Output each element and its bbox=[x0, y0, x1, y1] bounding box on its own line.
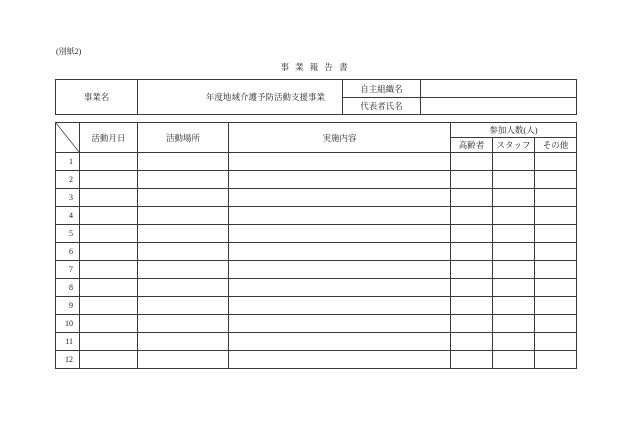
place-cell bbox=[138, 315, 229, 333]
column-header-date: 活動月日 bbox=[80, 123, 138, 153]
row-number: 8 bbox=[56, 279, 80, 297]
place-cell bbox=[138, 171, 229, 189]
content-cell bbox=[229, 315, 451, 333]
column-header-participants: 参加人数(人) bbox=[451, 123, 577, 138]
row-number: 6 bbox=[56, 243, 80, 261]
other-count-cell bbox=[535, 189, 577, 207]
row-number: 11 bbox=[56, 333, 80, 351]
project-info-row bbox=[56, 80, 577, 98]
date-cell bbox=[80, 225, 138, 243]
place-cell bbox=[138, 333, 229, 351]
table-body bbox=[56, 153, 577, 369]
other-count-cell bbox=[535, 225, 577, 243]
elderly-count-cell bbox=[451, 207, 493, 225]
elderly-count-cell bbox=[451, 315, 493, 333]
document-title: 事 業 報 告 書 bbox=[280, 62, 350, 72]
table-row bbox=[56, 225, 577, 243]
date-cell bbox=[80, 189, 138, 207]
date-cell bbox=[80, 261, 138, 279]
date-cell bbox=[80, 297, 138, 315]
staff-count-cell bbox=[493, 333, 535, 351]
staff-count-cell bbox=[493, 171, 535, 189]
table-row bbox=[56, 279, 577, 297]
place-cell bbox=[138, 153, 229, 171]
staff-count-cell bbox=[493, 279, 535, 297]
table-header-row bbox=[56, 123, 577, 138]
place-cell bbox=[138, 279, 229, 297]
table-row bbox=[56, 315, 577, 333]
content-cell bbox=[229, 171, 451, 189]
org-name-field bbox=[421, 80, 577, 98]
staff-count-cell bbox=[493, 243, 535, 261]
row-number: 7 bbox=[56, 261, 80, 279]
elderly-count-cell bbox=[451, 171, 493, 189]
project-name-label: 事業名 bbox=[56, 80, 138, 115]
elderly-count-cell bbox=[451, 279, 493, 297]
activity-report-table bbox=[55, 122, 577, 369]
representative-field bbox=[421, 98, 577, 115]
place-cell bbox=[138, 297, 229, 315]
other-count-cell bbox=[535, 315, 577, 333]
row-number: 4 bbox=[56, 207, 80, 225]
place-cell bbox=[138, 351, 229, 369]
content-cell bbox=[229, 189, 451, 207]
other-count-cell bbox=[535, 171, 577, 189]
other-count-cell bbox=[535, 243, 577, 261]
column-header-elderly: 高齢者 bbox=[451, 138, 493, 153]
other-count-cell bbox=[535, 207, 577, 225]
table-row bbox=[56, 243, 577, 261]
table-row bbox=[56, 261, 577, 279]
content-cell bbox=[229, 351, 451, 369]
row-number: 3 bbox=[56, 189, 80, 207]
other-count-cell bbox=[535, 153, 577, 171]
content-cell bbox=[229, 225, 451, 243]
staff-count-cell bbox=[493, 297, 535, 315]
table-row bbox=[56, 297, 577, 315]
content-cell bbox=[229, 261, 451, 279]
content-cell bbox=[229, 243, 451, 261]
place-cell bbox=[138, 207, 229, 225]
staff-count-cell bbox=[493, 225, 535, 243]
elderly-count-cell bbox=[451, 243, 493, 261]
row-number: 12 bbox=[56, 351, 80, 369]
elderly-count-cell bbox=[451, 225, 493, 243]
diagonal-line bbox=[56, 123, 79, 152]
date-cell bbox=[80, 315, 138, 333]
staff-count-cell bbox=[493, 189, 535, 207]
other-count-cell bbox=[535, 351, 577, 369]
other-count-cell bbox=[535, 297, 577, 315]
elderly-count-cell bbox=[451, 261, 493, 279]
date-cell bbox=[80, 243, 138, 261]
row-number: 5 bbox=[56, 225, 80, 243]
place-cell bbox=[138, 225, 229, 243]
table-row bbox=[56, 189, 577, 207]
column-header-content: 実施内容 bbox=[229, 123, 451, 153]
staff-count-cell bbox=[493, 351, 535, 369]
attachment-label: (別紙2) bbox=[56, 47, 82, 56]
date-cell bbox=[80, 351, 138, 369]
row-number: 9 bbox=[56, 297, 80, 315]
table-row bbox=[56, 351, 577, 369]
date-cell bbox=[80, 153, 138, 171]
content-cell bbox=[229, 333, 451, 351]
content-cell bbox=[229, 207, 451, 225]
column-header-staff: スタッフ bbox=[493, 138, 535, 153]
date-cell bbox=[80, 279, 138, 297]
column-header-place: 活動場所 bbox=[138, 123, 229, 153]
other-count-cell bbox=[535, 333, 577, 351]
representative-label: 代表者氏名 bbox=[343, 98, 421, 115]
content-cell bbox=[229, 279, 451, 297]
elderly-count-cell bbox=[451, 153, 493, 171]
other-count-cell bbox=[535, 261, 577, 279]
elderly-count-cell bbox=[451, 189, 493, 207]
elderly-count-cell bbox=[451, 351, 493, 369]
date-cell bbox=[80, 333, 138, 351]
org-name-label: 自主組織名 bbox=[343, 80, 421, 98]
table-row bbox=[56, 153, 577, 171]
row-number: 10 bbox=[56, 315, 80, 333]
project-name-value: 年度地域介護予防活動支援事業 bbox=[138, 80, 343, 115]
row-number: 1 bbox=[56, 153, 80, 171]
elderly-count-cell bbox=[451, 297, 493, 315]
table-row bbox=[56, 171, 577, 189]
row-number: 2 bbox=[56, 171, 80, 189]
table-row bbox=[56, 333, 577, 351]
staff-count-cell bbox=[493, 153, 535, 171]
date-cell bbox=[80, 171, 138, 189]
place-cell bbox=[138, 189, 229, 207]
staff-count-cell bbox=[493, 261, 535, 279]
project-info-table bbox=[55, 79, 577, 115]
staff-count-cell bbox=[493, 315, 535, 333]
date-cell bbox=[80, 207, 138, 225]
table-row bbox=[56, 207, 577, 225]
content-cell bbox=[229, 153, 451, 171]
column-header-other: その他 bbox=[535, 138, 577, 153]
elderly-count-cell bbox=[451, 333, 493, 351]
staff-count-cell bbox=[493, 207, 535, 225]
content-cell bbox=[229, 297, 451, 315]
other-count-cell bbox=[535, 279, 577, 297]
place-cell bbox=[138, 261, 229, 279]
corner-diagonal-cell bbox=[56, 123, 80, 153]
place-cell bbox=[138, 243, 229, 261]
